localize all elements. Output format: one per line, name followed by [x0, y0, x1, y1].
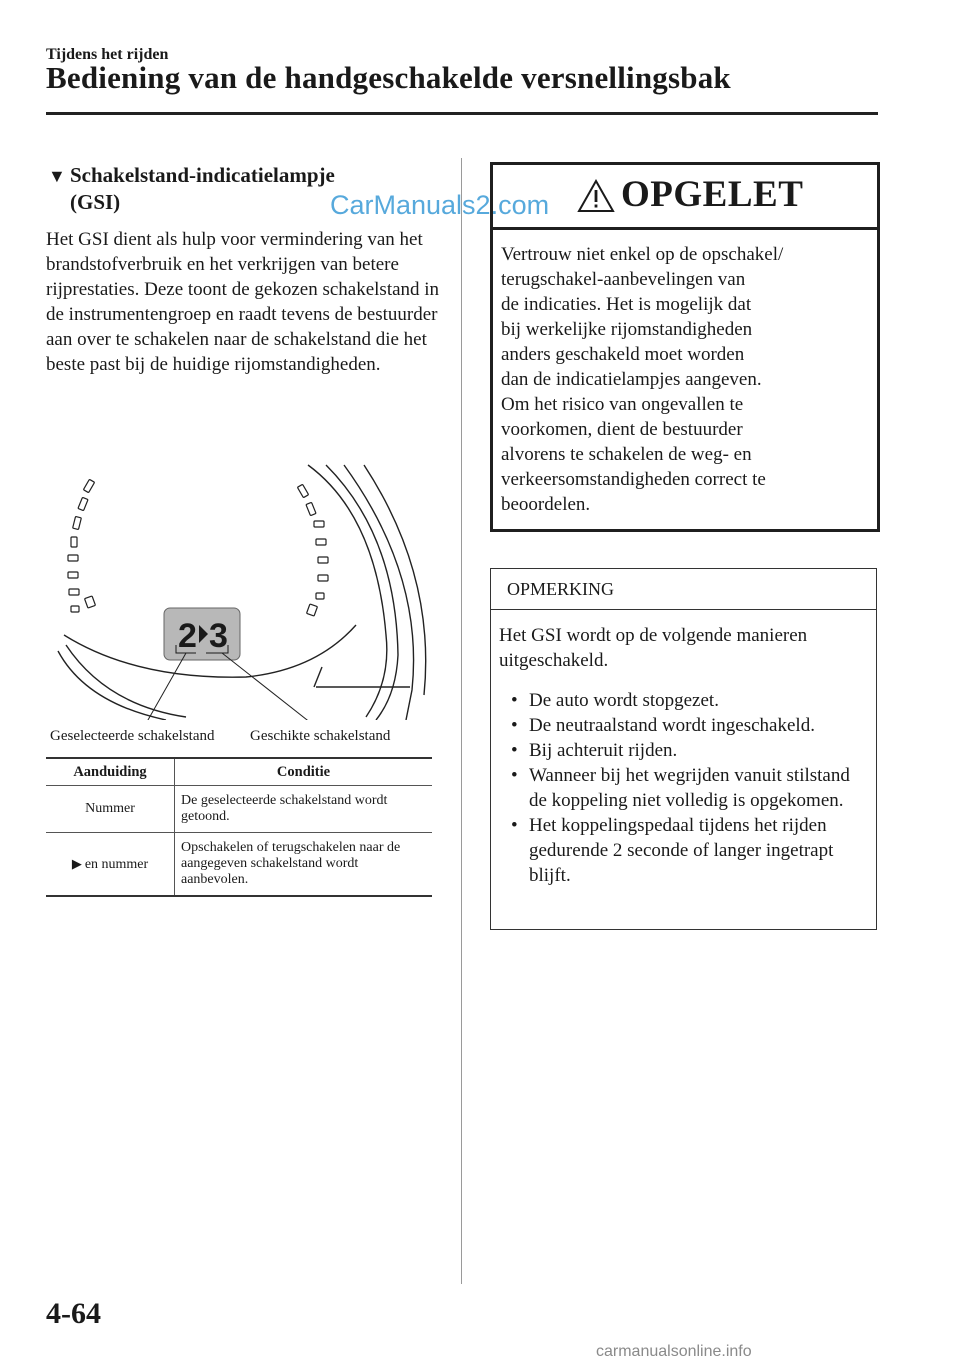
note-list — [499, 688, 871, 888]
intro-paragraph: Het GSI dient als hulp voor vermindering van het brandstofverbruik en het verkrijgen van betere rijprestaties. Deze toont de gekozen schakelstand in de instrumentengroep en raadt tevens de bestuurder aan over te schakelen naar de schakelstand die het beste past bij de huidige rijomstandigheden. — [46, 229, 440, 375]
running-header: Tijdens het rijden — [46, 46, 169, 63]
section-heading-line1: Schakelstand-indicatielampje — [70, 163, 335, 187]
label-selected-gear: Geselecteerde schakelstand — [50, 728, 215, 744]
list-item — [499, 688, 871, 713]
bullet-icon: • — [511, 690, 518, 711]
section-heading-line2: (GSI) — [70, 190, 121, 214]
list-item-text: Bij achteruit rijden. — [529, 740, 678, 761]
note-header — [491, 569, 876, 610]
list-item — [499, 738, 871, 763]
caution-line: beoordelen. — [501, 494, 591, 515]
list-item-text: De neutraalstand wordt ingeschakeld. — [529, 715, 815, 736]
gsi-display-from: 2 — [178, 617, 197, 655]
caution-line: dan de indicatielampjes aangeven. — [501, 369, 762, 390]
cell-indication-text: en nummer — [84, 856, 149, 872]
gauge-illustration — [46, 455, 430, 720]
caution-line: Vertrouw niet enkel op de opschakel/ — [501, 244, 784, 265]
list-item-text: De auto wordt stopgezet. — [529, 690, 719, 711]
cell-indication — [46, 833, 175, 897]
label-suitable-gear: Geschikte schakelstand — [250, 728, 391, 744]
leader-line-selected — [144, 653, 186, 720]
list-item-text: Wanneer bij het wegrijden vanuit stilstand de koppeling niet volledig is opgekomen. — [529, 765, 850, 811]
footer-watermark-link[interactable]: carmanualsonline.info — [596, 1343, 752, 1360]
bullet-icon: • — [511, 765, 518, 786]
gauge-base-step — [314, 667, 322, 687]
note-intro: Het GSI wordt op de volgende manieren uitgeschakeld. — [499, 625, 808, 671]
caution-line: verkeersomstandigheden correct te — [501, 469, 766, 490]
note-box — [490, 568, 877, 930]
column-header-indication: Aanduiding — [46, 758, 175, 786]
list-item — [499, 713, 871, 738]
watermark-link[interactable]: CarManuals2.com — [330, 190, 550, 220]
gauge-right-arc-2 — [326, 465, 398, 720]
gauge-right-arc-4 — [364, 465, 426, 695]
page-title: Bediening van de handgeschakelde versnellingsbak — [46, 60, 731, 95]
warning-icon — [577, 179, 615, 213]
caution-line: de indicaties. Het is mogelijk dat — [501, 294, 752, 315]
caution-body — [501, 242, 871, 517]
cell-condition: De geselecteerde schakelstand wordt getoond. — [175, 786, 433, 833]
caution-line: Om het risico van ongevallen te — [501, 394, 744, 415]
gauge-right-arc-1 — [308, 465, 387, 717]
column-header-condition: Conditie — [175, 758, 433, 786]
column-divider — [461, 158, 462, 1284]
gsi-table — [46, 757, 432, 897]
caution-line: anders geschakeld moet worden — [501, 344, 745, 365]
caution-line: alvorens te schakelen de weg- en — [501, 444, 752, 465]
list-item-text: Het koppelingspedaal tijdens het rijden gedurende 2 seconde of langer ingetrapt blijft. — [529, 815, 834, 886]
gsi-display-to: 3 — [209, 617, 228, 655]
caution-header — [493, 165, 877, 230]
table-row — [46, 786, 432, 833]
triangle-right-icon: ▶ — [71, 855, 82, 871]
caution-line: bij werkelijke rijomstandigheden — [501, 319, 753, 340]
bullet-icon: • — [511, 715, 518, 736]
bullet-icon: • — [511, 815, 518, 836]
table-header-row — [46, 758, 432, 786]
caution-line: terugschakel-aanbevelingen van — [501, 269, 746, 290]
list-item — [499, 763, 871, 813]
triangle-down-icon: ▼ — [48, 166, 66, 186]
cell-condition: Opschakelen of terugschakelen naar de aangegeven schakelstand wordt aanbevolen. — [175, 833, 433, 897]
gauge-arc-1 — [58, 651, 166, 720]
bullet-icon: • — [511, 740, 518, 761]
table-row — [46, 833, 432, 897]
caution-box — [490, 162, 880, 532]
caution-title: OPGELET — [621, 174, 804, 215]
note-title: OPMERKING — [507, 579, 615, 599]
page-number: 4-64 — [46, 1297, 101, 1330]
cell-indication: Nummer — [46, 786, 175, 833]
caution-line: voorkomen, dient de bestuurder — [501, 419, 743, 440]
header-rule — [46, 112, 878, 115]
gauge-right-arc-3 — [344, 465, 414, 720]
list-item — [499, 813, 871, 888]
